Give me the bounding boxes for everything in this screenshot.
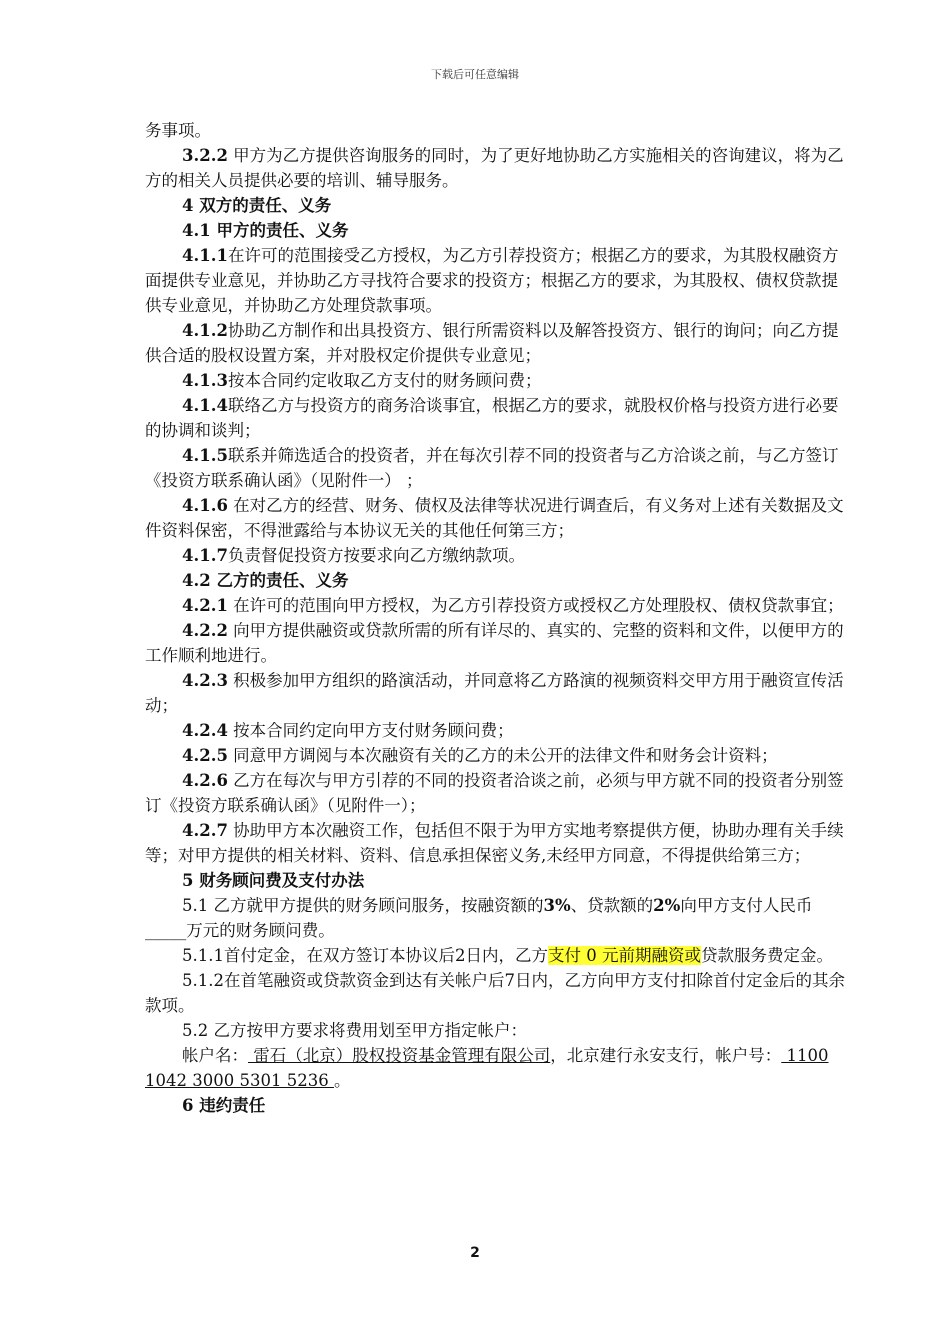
clause-4-2-3: [145, 668, 850, 718]
sentence-end: 。: [333, 1071, 351, 1090]
rate-financing: 3%: [543, 896, 571, 915]
amount-blank: _____: [145, 921, 187, 940]
document-body: [145, 118, 850, 1118]
clause-text: 在许可的范围接受乙方授权，为乙方引荐投资方；根据乙方的要求，为其股权融资方面提供专业意见，并协助乙方寻找符合要求的投资方；根据乙方的要求，为其股权、债权贷款提供专业意见，并协助乙方处理贷款事项。: [145, 246, 839, 315]
account-info: [145, 1043, 850, 1093]
clause-text: 向甲方提供融资或贷款所需的所有详尽的、真实的、完整的资料和文件，以便甲方的工作顺利地进行。: [145, 621, 844, 665]
clause-text: 联系并筛选适合的投资者，并在每次引荐不同的投资者与乙方洽谈之前，与乙方签订《投资方联系确认函》（见附件一） ；: [145, 446, 839, 490]
section-heading-6: 6 违约责任: [182, 1096, 266, 1115]
section-heading-4: 4 双方的责任、义务: [182, 196, 332, 215]
clause-number: 4.1.6: [182, 496, 228, 515]
clause-text: 按本合同约定向甲方支付财务顾问费；: [227, 721, 514, 740]
account-number: 1100 1042 3000 5301 5236: [145, 1046, 829, 1090]
clause-text: 协助乙方制作和出具投资方、银行所需资料以及解答投资方、银行的询问；向乙方提供合适的股权设置方案，并对股权定价提供专业意见；: [145, 321, 839, 365]
clause-4-1-1: [145, 243, 850, 318]
clause-text: 协助甲方本次融资工作，包括但不限于为甲方实地考察提供方便，协助办理有关手续等；对甲方提供的相关材料、资料、信息承担保密义务,未经甲方同意，不得提供给第三方；: [145, 821, 844, 865]
rate-loan: 2%: [653, 896, 681, 915]
clause-text: 万元的财务顾问费。: [186, 921, 335, 940]
clause-text: 同意甲方调阅与本次融资有关的乙方的未公开的法律文件和财务会计资料；: [227, 746, 778, 765]
page-number: 2: [470, 1245, 480, 1261]
clause-5-1-2: 5.1.2在首笔融资或贷款资金到达有关帐户后7日内，乙方向甲方支付扣除首付定金后的其余款项。: [145, 971, 845, 1015]
clause-text: 积极参加甲方组织的路演活动，并同意将乙方路演的视频资料交甲方用于融资宣传活动；: [145, 671, 844, 715]
clause-number: 4.1.4: [182, 396, 228, 415]
clause-4-2-7: [145, 818, 850, 868]
clause-number: 3.2.2: [182, 146, 228, 165]
clause-number: 4.2.3: [182, 671, 228, 690]
clause-text: 乙方在每次与甲方引荐的不同的投资者洽谈之前，必须与甲方就不同的投资者分别签订《投资方联系确认函》（见附件一）；: [145, 771, 844, 815]
clause-number: 4.2.6: [182, 771, 228, 790]
clause-text: 5.1.1首付定金，在双方签订本协议后2日内，乙方: [182, 946, 548, 965]
clause-4-2-6: [145, 768, 850, 818]
clause-4-2-4: [145, 718, 850, 743]
clause-3-2-2: [145, 143, 850, 193]
clause-number: 4.1.1: [182, 246, 228, 265]
page-header: 下载后可任意编辑: [431, 68, 519, 81]
clause-text: 按本合同约定收取乙方支付的财务顾问费；: [227, 371, 542, 390]
clause-text: 5.1 乙方就甲方提供的财务顾问服务，按融资额的: [182, 896, 544, 915]
clause-4-1-4: [145, 393, 850, 443]
clause-4-1-5: [145, 443, 850, 493]
clause-4-2-2: [145, 618, 850, 668]
clause-5-1-1: [145, 943, 850, 968]
clause-4-1-6: [145, 493, 850, 543]
clause-5-2: 5.2 乙方按甲方要求将费用划至甲方指定帐户：: [182, 1021, 527, 1040]
clause-text: 向甲方支付人民币: [680, 896, 813, 915]
clause-text: 贷款服务费定金。: [700, 946, 833, 965]
account-name-label: 帐户名：: [182, 1046, 248, 1065]
clause-text: 负责督促投资方按要求向乙方缴纳款项。: [227, 546, 525, 565]
clause-5-1: [145, 893, 850, 943]
clause-4-1-3: [145, 368, 850, 393]
clause-number: 4.1.3: [182, 371, 228, 390]
section-heading-4-2: 4.2 乙方的责任、义务: [182, 571, 349, 590]
clause-4-1-7: [145, 543, 850, 568]
clause-4-2-5: [145, 743, 850, 768]
clause-text: 在对乙方的经营、财务、债权及法律等状况进行调查后，有义务对上述有关数据及文件资料保密，不得泄露给与本协议无关的其他任何第三方；: [145, 496, 844, 540]
clause-number: 4.2.7: [182, 821, 228, 840]
clause-number: 4.1.5: [182, 446, 228, 465]
account-name: 雷石（北京）股权投资基金管理有限公司: [248, 1046, 551, 1065]
clause-number: 4.1.7: [182, 546, 228, 565]
clause-number: 4.2.2: [182, 621, 228, 640]
clause-4-1-2: [145, 318, 850, 368]
clause-number: 4.1.2: [182, 321, 228, 340]
clause-text: 在许可的范围向甲方授权，为乙方引荐投资方或授权乙方处理股权、债权贷款事宜；: [227, 596, 844, 615]
clause-4-2-1: [145, 593, 850, 618]
highlighted-text: 支付 0 元前期融资或: [547, 946, 701, 965]
clause-text: 、贷款额的: [570, 896, 654, 915]
section-heading-5: 5 财务顾问费及支付办法: [182, 871, 365, 890]
paragraph-continuation: 务事项。: [145, 121, 211, 140]
bank-info: ，北京建行永安支行，帐户号：: [550, 1046, 782, 1065]
clause-number: 4.2.5: [182, 746, 228, 765]
clause-number: 4.2.4: [182, 721, 228, 740]
clause-text: 甲方为乙方提供咨询服务的同时，为了更好地协助乙方实施相关的咨询建议，将为乙方的相关人员提供必要的培训、辅导服务。: [145, 146, 844, 190]
clause-text: 联络乙方与投资方的商务洽谈事宜，根据乙方的要求，就股权价格与投资方进行必要的协调和谈判；: [145, 396, 839, 440]
section-heading-4-1: 4.1 甲方的责任、义务: [182, 221, 349, 240]
clause-number: 4.2.1: [182, 596, 228, 615]
